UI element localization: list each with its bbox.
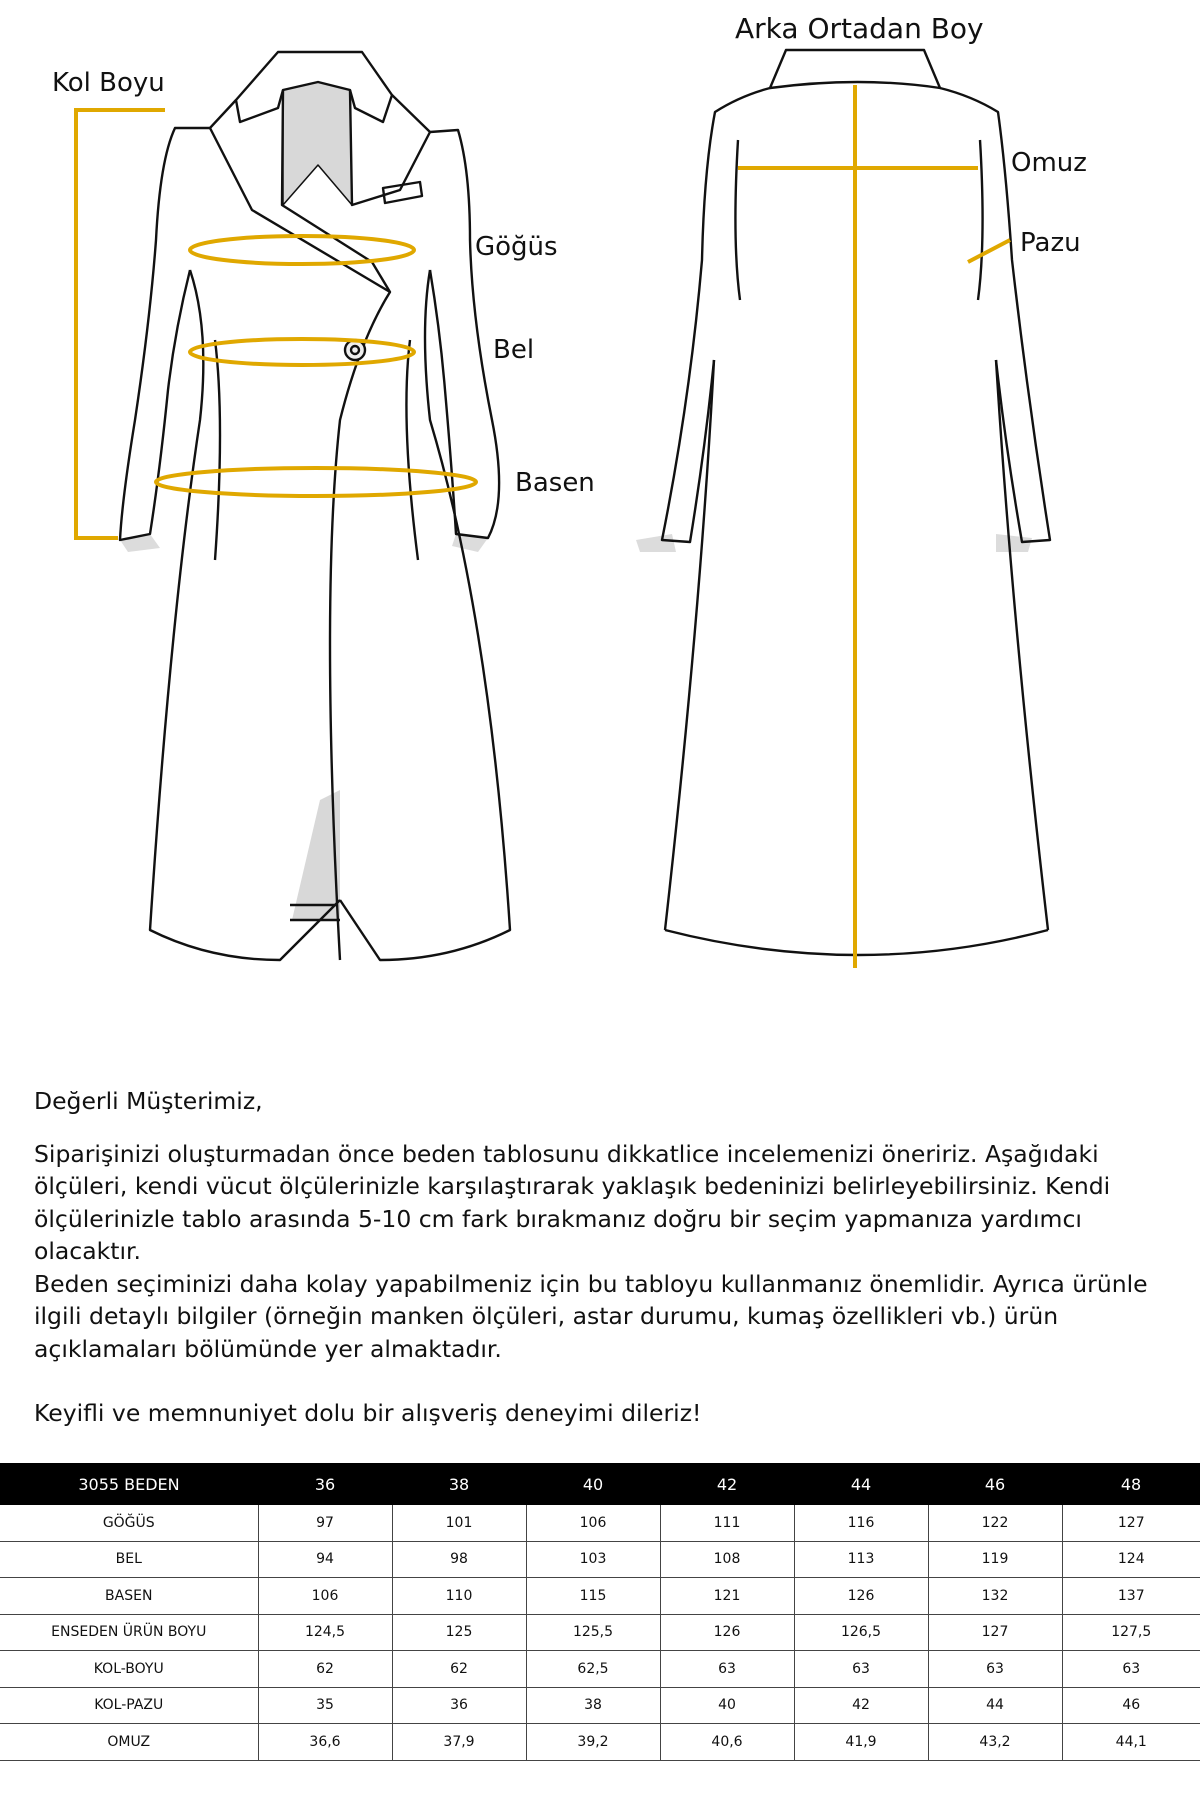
table-cell: 111: [660, 1505, 794, 1541]
label-bel: Bel: [493, 335, 535, 365]
row-label: KOL-PAZU: [0, 1687, 258, 1724]
table-cell: 44: [928, 1687, 1062, 1724]
label-basen: Basen: [515, 468, 595, 498]
header-cell: 46: [928, 1463, 1062, 1505]
table-cell: 122: [928, 1505, 1062, 1541]
table-cell: 63: [660, 1651, 794, 1688]
table-cell: 116: [794, 1505, 928, 1541]
table-cell: 126: [660, 1614, 794, 1651]
table-row: [0, 1687, 1200, 1724]
header-cell: 40: [526, 1463, 660, 1505]
row-label: BASEN: [0, 1578, 258, 1615]
label-omuz: Omuz: [1011, 148, 1087, 178]
label-pazu: Pazu: [1020, 228, 1081, 258]
table-cell: 40: [660, 1687, 794, 1724]
table-cell: 115: [526, 1578, 660, 1615]
size-chart-table: [0, 1463, 1200, 1761]
table-cell: 127: [928, 1614, 1062, 1651]
header-cell: 36: [258, 1463, 392, 1505]
header-cell: 3055 BEDEN: [0, 1463, 258, 1505]
front-measurement-marks: [76, 110, 476, 538]
table-cell: 98: [392, 1541, 526, 1578]
table-cell: 94: [258, 1541, 392, 1578]
row-label: ENSEDEN ÜRÜN BOYU: [0, 1614, 258, 1651]
table-cell: 62: [392, 1651, 526, 1688]
header-cell: 42: [660, 1463, 794, 1505]
table-cell: 39,2: [526, 1724, 660, 1761]
table-header-row: [0, 1463, 1200, 1505]
table-cell: 126: [794, 1578, 928, 1615]
table-cell: 119: [928, 1541, 1062, 1578]
front-coat-sketch: [120, 52, 510, 960]
table-row: [0, 1541, 1200, 1578]
header-cell: 44: [794, 1463, 928, 1505]
table-cell: 63: [1062, 1651, 1200, 1688]
label-kol-boyu: Kol Boyu: [52, 68, 165, 98]
table-cell: 124,5: [258, 1614, 392, 1651]
table-cell: 113: [794, 1541, 928, 1578]
table-cell: 42: [794, 1687, 928, 1724]
message-greeting: Değerli Müşterimiz,: [34, 1087, 263, 1115]
table-cell: 108: [660, 1541, 794, 1578]
label-gogus: Göğüs: [475, 232, 558, 262]
table-cell: 127: [1062, 1505, 1200, 1541]
row-label: GÖĞÜS: [0, 1505, 258, 1541]
header-cell: 48: [1062, 1463, 1200, 1505]
table-row: [0, 1505, 1200, 1541]
customer-message: [34, 1085, 1174, 1430]
table-cell: 110: [392, 1578, 526, 1615]
back-coat-sketch: [636, 50, 1050, 955]
table-row: [0, 1724, 1200, 1761]
table-cell: 41,9: [794, 1724, 928, 1761]
table-cell: 35: [258, 1687, 392, 1724]
row-label: BEL: [0, 1541, 258, 1578]
message-paragraph-2: Beden seçiminizi daha kolay yapabilmeniz için bu tabloyu kullanmanız önemlidir. Ayrıca ürünle ilgili detaylı bilgiler (örneğin manken ölçüleri, astar durumu, kumaş özellikleri vb.) ürün açıklamaları bölümünde yer almaktadır.: [34, 1269, 1148, 1363]
table-cell: 43,2: [928, 1724, 1062, 1761]
table-cell: 44,1: [1062, 1724, 1200, 1761]
table-cell: 137: [1062, 1578, 1200, 1615]
table-cell: 62,5: [526, 1651, 660, 1688]
back-measurement-marks: [738, 85, 1010, 968]
table-row: [0, 1578, 1200, 1615]
table-cell: 46: [1062, 1687, 1200, 1724]
header-cell: 38: [392, 1463, 526, 1505]
message-paragraph-1: Siparişinizi oluşturmadan önce beden tablosunu dikkatlice incelemenizi öneririz. Aşağıdaki ölçüleri, kendi vücut ölçülerinizle karşılaştırarak yaklaşık bedeninizi belirleyebilirsiniz. Kendi ölçülerinizle tablo arasında 5-10 cm fark bırakmanız doğru bir seçim yapmanıza yardımcı olacaktır.: [34, 1139, 1111, 1265]
table-cell: 127,5: [1062, 1614, 1200, 1651]
table-cell: 106: [258, 1578, 392, 1615]
message-closing: Keyifli ve memnuniyet dolu bir alışveriş deneyimi dileriz!: [34, 1399, 702, 1427]
table-cell: 40,6: [660, 1724, 794, 1761]
table-cell: 103: [526, 1541, 660, 1578]
table-cell: 36: [392, 1687, 526, 1724]
table-cell: 125,5: [526, 1614, 660, 1651]
row-label: KOL-BOYU: [0, 1651, 258, 1688]
table-cell: 37,9: [392, 1724, 526, 1761]
table-cell: 125: [392, 1614, 526, 1651]
table-cell: 106: [526, 1505, 660, 1541]
table-row: [0, 1614, 1200, 1651]
table-cell: 126,5: [794, 1614, 928, 1651]
table-cell: 132: [928, 1578, 1062, 1615]
row-label: OMUZ: [0, 1724, 258, 1761]
table-cell: 101: [392, 1505, 526, 1541]
table-cell: 63: [794, 1651, 928, 1688]
table-cell: 63: [928, 1651, 1062, 1688]
table-cell: 97: [258, 1505, 392, 1541]
table-cell: 36,6: [258, 1724, 392, 1761]
label-arka-ortadan-boy: Arka Ortadan Boy: [735, 12, 984, 45]
table-cell: 62: [258, 1651, 392, 1688]
table-cell: 121: [660, 1578, 794, 1615]
table-cell: 124: [1062, 1541, 1200, 1578]
table-row: [0, 1651, 1200, 1688]
table-cell: 38: [526, 1687, 660, 1724]
